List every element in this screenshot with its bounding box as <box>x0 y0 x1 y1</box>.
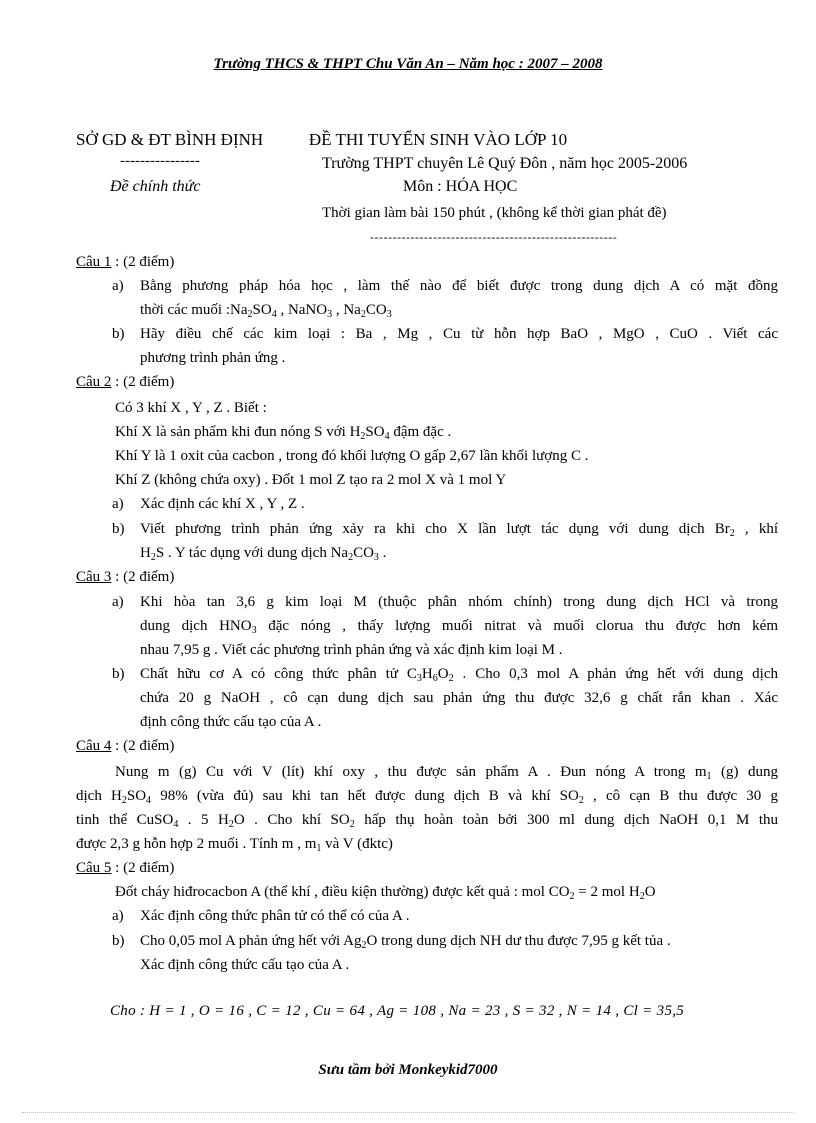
dash-separator-left: ---------------- <box>120 153 200 169</box>
sub-3: 3 <box>373 552 379 563</box>
question-2-points: : (2 điểm) <box>111 374 175 390</box>
q2-b-line2-end: . <box>378 545 387 561</box>
question-3-heading <box>76 569 174 586</box>
question-4-heading <box>76 738 174 755</box>
q3-a-prefix: a) <box>112 594 124 610</box>
question-1-label: Câu 1 <box>76 254 112 270</box>
q3-a-line2-post: đặc nóng , thấy lượng muối nitrat và muối clorua thu được hơn kém <box>256 618 778 634</box>
formula-na2so4-so: SO <box>252 302 272 318</box>
q1-a-line2: thời các muối $:Na_2SO_4$ , NaNO$_3$ , $Na_2CO_3$ <box>140 302 392 320</box>
q4-line2-so: SO <box>126 788 147 804</box>
q2-a-prefix: a) <box>112 496 124 512</box>
q3-b-line3: định công thức cấu tạo của A . <box>140 714 322 730</box>
q3-b-line1 <box>140 666 778 683</box>
q5-b-line1-post: O trong dung dịch NH dư thu được 7,95 g kết tủa . <box>366 933 671 949</box>
q2-x-post: SO <box>365 424 385 440</box>
sub-1: 1 <box>316 843 322 854</box>
q5-intro-mid: = 2 mol H <box>574 884 640 900</box>
q5-b-line1 <box>140 933 671 950</box>
q2-z-line: Khí Z (không chứa oxy) . Đốt 1 mol Z tạo ra 2 mol X và 1 mol Y <box>115 472 507 488</box>
q2-a-line: Xác định các khí X , Y , Z . <box>140 496 305 512</box>
q2-b-line2-mid2: CO <box>353 545 374 561</box>
question-5-label: Câu 5 <box>76 860 112 876</box>
question-3-points: : (2 điểm) <box>111 569 175 585</box>
sub-4: 4 <box>271 309 277 320</box>
q4-line4-pre: được 2,3 g hỗn hợp 2 muối . Tính m , m <box>76 836 317 852</box>
q2-b-line2-pre: H <box>140 545 151 561</box>
sub-3: 3 <box>327 309 333 320</box>
q3-b-line1-h: H <box>421 666 433 682</box>
dash-separator-right: ------------------------------------------------------- <box>370 230 618 244</box>
q2-b-prefix: b) <box>112 521 125 537</box>
page-bottom-divider <box>22 1112 794 1113</box>
q4-line4 <box>76 836 393 853</box>
q4-line1-post: (g) dung <box>711 764 778 780</box>
q5-b-line2: Xác định công thức cấu tạo của A . <box>140 957 350 973</box>
question-4-points: : (2 điểm) <box>111 738 175 754</box>
sub-4: 4 <box>384 431 390 442</box>
official-label: Đề chính thức <box>110 178 201 195</box>
q5-a-prefix: a) <box>112 908 124 924</box>
question-1-heading <box>76 254 174 271</box>
school-header: Trường THCS & THPT Chu Văn An – Năm học : 2007 – 2008 <box>213 56 603 72</box>
q1-b-line2: phương trình phản ứng . <box>140 350 286 366</box>
atomic-masses-note: Cho : H = 1 , O = 16 , C = 12 , Cu = 64 , Ag = 108 , Na = 23 , S = 32 , N = 14 , Cl = 35,5 <box>110 1003 685 1019</box>
q2-x-line <box>115 424 451 441</box>
question-2-label: Câu 2 <box>76 374 112 390</box>
q2-y-line: Khí Y là 1 oxit của cacbon , trong đó khối lượng O gấp 2,67 lần khối lượng C . <box>115 448 589 464</box>
sub-2: 2 <box>360 309 366 320</box>
sub-2: 2 <box>349 819 355 830</box>
formula-nano3: NaNO <box>287 302 328 318</box>
sub-2: 2 <box>639 891 645 902</box>
sub-2: 2 <box>228 819 234 830</box>
q2-b-line2 <box>140 545 386 562</box>
q3-b-prefix: b) <box>112 666 125 682</box>
q4-line2-post: , cô cạn B thu được 30 g <box>583 788 778 804</box>
q3-a-line3: nhau 7,95 g . Viết các phương trình phản ứng và xác định kim loại M . <box>140 642 563 658</box>
q4-line3-mid: . 5 H <box>178 812 229 828</box>
sub-1: 1 <box>706 771 712 782</box>
question-3-label: Câu 3 <box>76 569 112 585</box>
q1-b-prefix: b) <box>112 326 125 342</box>
sub-2: 2 <box>361 940 367 951</box>
q3-b-line2: chứa 20 g NaOH , cô cạn dung dịch sau phản ứng thu được 32,6 g chất rắn khan . Xác <box>140 690 778 706</box>
q4-line2 <box>76 788 778 805</box>
q1-a-line1: Bằng phương pháp hóa học , làm thế nào để biết được trong dung dịch A có mặt đồng <box>140 278 778 294</box>
question-2-heading <box>76 374 174 391</box>
sub-2: 2 <box>729 528 735 539</box>
q4-line2-mid: 98% (vừa đủ) sau khi tan hết được dung dịch B và khí SO <box>151 788 579 804</box>
sub-6: 6 <box>432 673 438 684</box>
sub-2: 2 <box>578 795 584 806</box>
q2-intro: Có 3 khí X , Y , Z . Biết : <box>115 400 267 416</box>
q5-intro <box>115 884 656 901</box>
q4-line2-pre: dịch H <box>76 788 122 804</box>
footer-credit: Sưu tầm bởi Monkeykid7000 <box>318 1062 498 1078</box>
exam-subject: Môn : HÓA HỌC <box>403 178 518 195</box>
q3-b-line1-o: O <box>437 666 449 682</box>
q2-x-pre: Khí X là sản phẩm khi đun nóng S với H <box>115 424 361 440</box>
department-name: SỞ GD & ĐT BÌNH ĐỊNH <box>76 130 264 149</box>
q2-b-line2-mid: S . Y tác dụng với dung dịch Na <box>155 545 349 561</box>
formula-na2co3-na: Na <box>343 302 361 318</box>
sub-4: 4 <box>146 795 152 806</box>
q1-b-line1: Hãy điều chế các kim loại : Ba , Mg , Cu từ hỗn hợp BaO , MgO , CuO . Viết các <box>140 326 778 342</box>
question-4-label: Câu 4 <box>76 738 112 754</box>
q5-intro-end: O <box>644 884 656 900</box>
q3-a-line2-pre: dung dịch HNO <box>140 618 252 634</box>
sub-4: 4 <box>173 819 179 830</box>
sub-3: 3 <box>251 625 257 636</box>
q5-intro-pre: Đốt cháy hiđrocacbon A (thể khí , điều kiện thường) được kết quả : mol CO <box>115 884 570 900</box>
q2-b-line1-post: , khí <box>734 521 779 537</box>
q4-line3-o: O . Cho khí SO <box>233 812 350 828</box>
question-1-points: : (2 điểm) <box>111 254 175 270</box>
q2-b-line1 <box>140 521 778 538</box>
q5-a-line: Xác định công thức phân tử có thể có của A . <box>140 908 410 924</box>
q4-line1 <box>115 764 778 781</box>
q1-a-line2-text: thời các muối : <box>140 302 230 318</box>
q4-line3 <box>76 812 778 829</box>
q1-a-prefix: a) <box>112 278 124 294</box>
sub-2: 2 <box>150 552 156 563</box>
q3-b-line1-post: . Cho 0,3 mol A phản ứng hết với dung dịch <box>453 666 778 682</box>
q4-line4-post: và V (đktc) <box>321 836 393 852</box>
exam-title: ĐỀ THI TUYỂN SINH VÀO LỚP 10 <box>308 130 568 149</box>
q4-line3-pre: tinh thể CuSO <box>76 812 174 828</box>
question-5-heading <box>76 860 174 877</box>
q4-line1-pre: Nung m (g) Cu với V (lít) khí oxy , thu được sản phẩm A . Đun nóng A trong m <box>115 764 707 780</box>
sub-3: 3 <box>386 309 392 320</box>
q2-b-line1-pre: Viết phương trình phản ứng xảy ra khi cho X lần lượt tác dụng với dung dịch Br <box>140 521 730 537</box>
formula-na2so4-na: Na <box>230 302 248 318</box>
sub-2: 2 <box>121 795 127 806</box>
q3-a-line1: Khi hòa tan 3,6 g kim loại M (thuộc phân nhóm chính) trong dung dịch HCl và trong <box>140 594 778 610</box>
formula-na2co3-co: CO <box>365 302 387 318</box>
sub-2: 2 <box>247 309 253 320</box>
sub-2: 2 <box>360 431 366 442</box>
q5-b-line1-pre: Cho 0,05 mol A phản ứng hết với Ag <box>140 933 362 949</box>
exam-subtitle: Trường THPT chuyên Lê Quý Đôn , năm học 2005-2006 <box>322 155 688 172</box>
sub-3: 3 <box>416 673 422 684</box>
q3-a-line2 <box>140 618 778 635</box>
q2-x-end: đậm đặc . <box>389 424 452 440</box>
sub-2: 2 <box>569 891 575 902</box>
question-5-points: : (2 điểm) <box>111 860 175 876</box>
sub-2: 2 <box>448 673 454 684</box>
q3-b-line1-pre: Chất hữu cơ A có công thức phân tử C <box>140 666 417 682</box>
q5-b-prefix: b) <box>112 933 125 949</box>
q4-line3-post: hấp thụ hoàn toàn bởi 300 ml dung dịch NaOH 0,1 M thu <box>354 812 779 828</box>
sub-2: 2 <box>348 552 354 563</box>
exam-duration: Thời gian làm bài 150 phút , (không kể thời gian phát đề) <box>322 205 667 221</box>
